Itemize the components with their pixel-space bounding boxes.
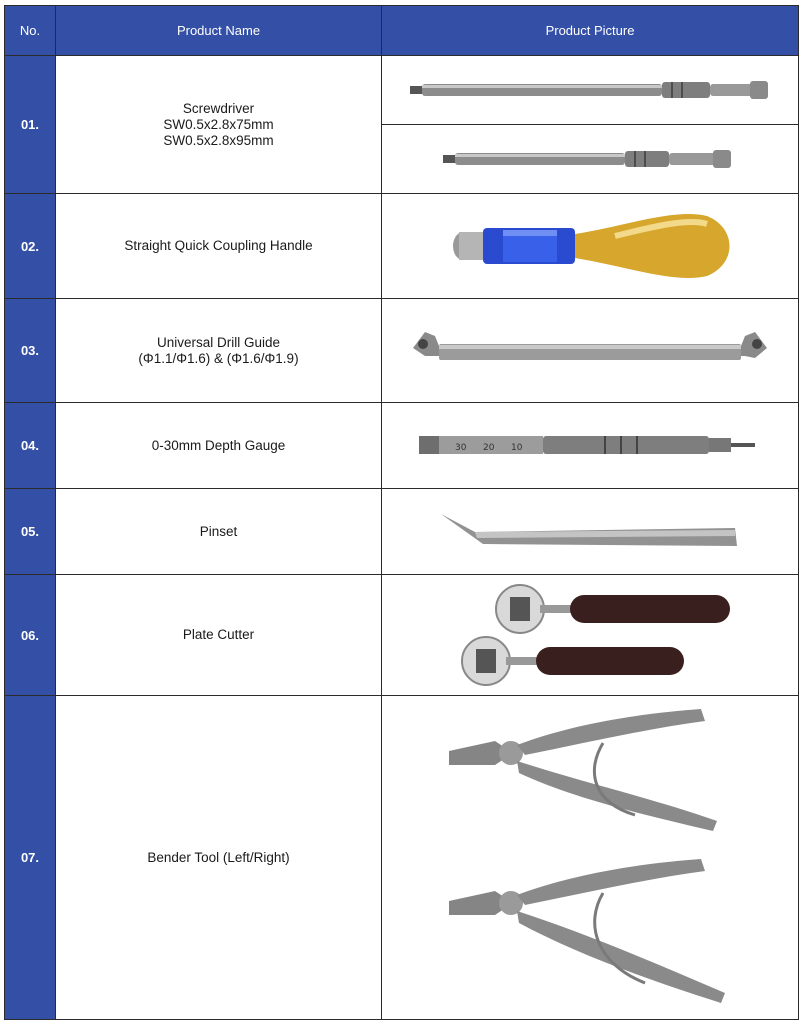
- screwdriver-icon: [400, 75, 780, 105]
- product-picture-cell: [382, 489, 799, 575]
- product-name-line: Straight Quick Coupling Handle: [124, 238, 313, 253]
- header-product-name: Product Name: [56, 6, 382, 56]
- row-number: 05.: [5, 489, 56, 575]
- table-row: [5, 299, 799, 403]
- table-row: [5, 489, 799, 575]
- scale-label: 10: [511, 442, 523, 453]
- scale-label: 20: [483, 442, 495, 453]
- table-row: [5, 696, 799, 1020]
- product-name: [56, 489, 382, 575]
- product-name: [56, 696, 382, 1020]
- screwdriver-icon: [435, 144, 745, 174]
- header-product-picture: Product Picture: [382, 6, 799, 56]
- product-name-line: Screwdriver: [182, 100, 255, 116]
- table-row: [5, 194, 799, 299]
- product-table: [4, 5, 799, 1020]
- product-name-line: SW0.5x2.8x95mm: [163, 132, 274, 148]
- product-name: [56, 403, 382, 489]
- table-row: [5, 56, 799, 125]
- product-picture-cell: [382, 299, 799, 403]
- row-number: 02.: [5, 194, 56, 299]
- row-number: 04.: [5, 403, 56, 489]
- drill-guide-icon: [405, 326, 775, 376]
- product-picture-cell: [382, 194, 799, 299]
- row-number: 03.: [5, 299, 56, 403]
- quick-coupling-handle-icon: [445, 206, 735, 286]
- product-name-line: Plate Cutter: [182, 627, 255, 642]
- product-name-line: (Φ1.1/Φ1.6) & (Φ1.6/Φ1.9): [138, 350, 299, 366]
- plate-cutter-icon: [440, 581, 740, 689]
- table-row: [5, 575, 799, 696]
- product-name-line: Bender Tool (Left/Right): [147, 849, 290, 865]
- row-number: 06.: [5, 575, 56, 696]
- product-name: [56, 56, 382, 194]
- product-picture-cell: [382, 56, 799, 125]
- header-no: No.: [5, 6, 56, 56]
- scale-label: 30: [455, 442, 467, 453]
- pinset-icon: [435, 510, 745, 554]
- product-picture-cell: [382, 403, 799, 489]
- product-picture-cell: [382, 575, 799, 696]
- product-name-line: 0-30mm Depth Gauge: [151, 437, 286, 453]
- product-name: [56, 575, 382, 696]
- product-name: [56, 194, 382, 299]
- row-number: 01.: [5, 56, 56, 194]
- product-table-sheet: [4, 5, 798, 1020]
- product-picture-cell: [382, 125, 799, 194]
- product-name-line: Pinset: [199, 523, 238, 539]
- table-header-row: [5, 6, 799, 56]
- product-name-line: SW0.5x2.8x75mm: [163, 116, 274, 132]
- table-row: [5, 403, 799, 489]
- row-number: 07.: [5, 696, 56, 1020]
- depth-gauge-icon: [415, 426, 765, 466]
- product-picture-cell: [382, 696, 799, 1020]
- bender-tool-icon: [435, 703, 745, 1013]
- product-name-line: Universal Drill Guide: [156, 334, 281, 350]
- product-name: [56, 299, 382, 403]
